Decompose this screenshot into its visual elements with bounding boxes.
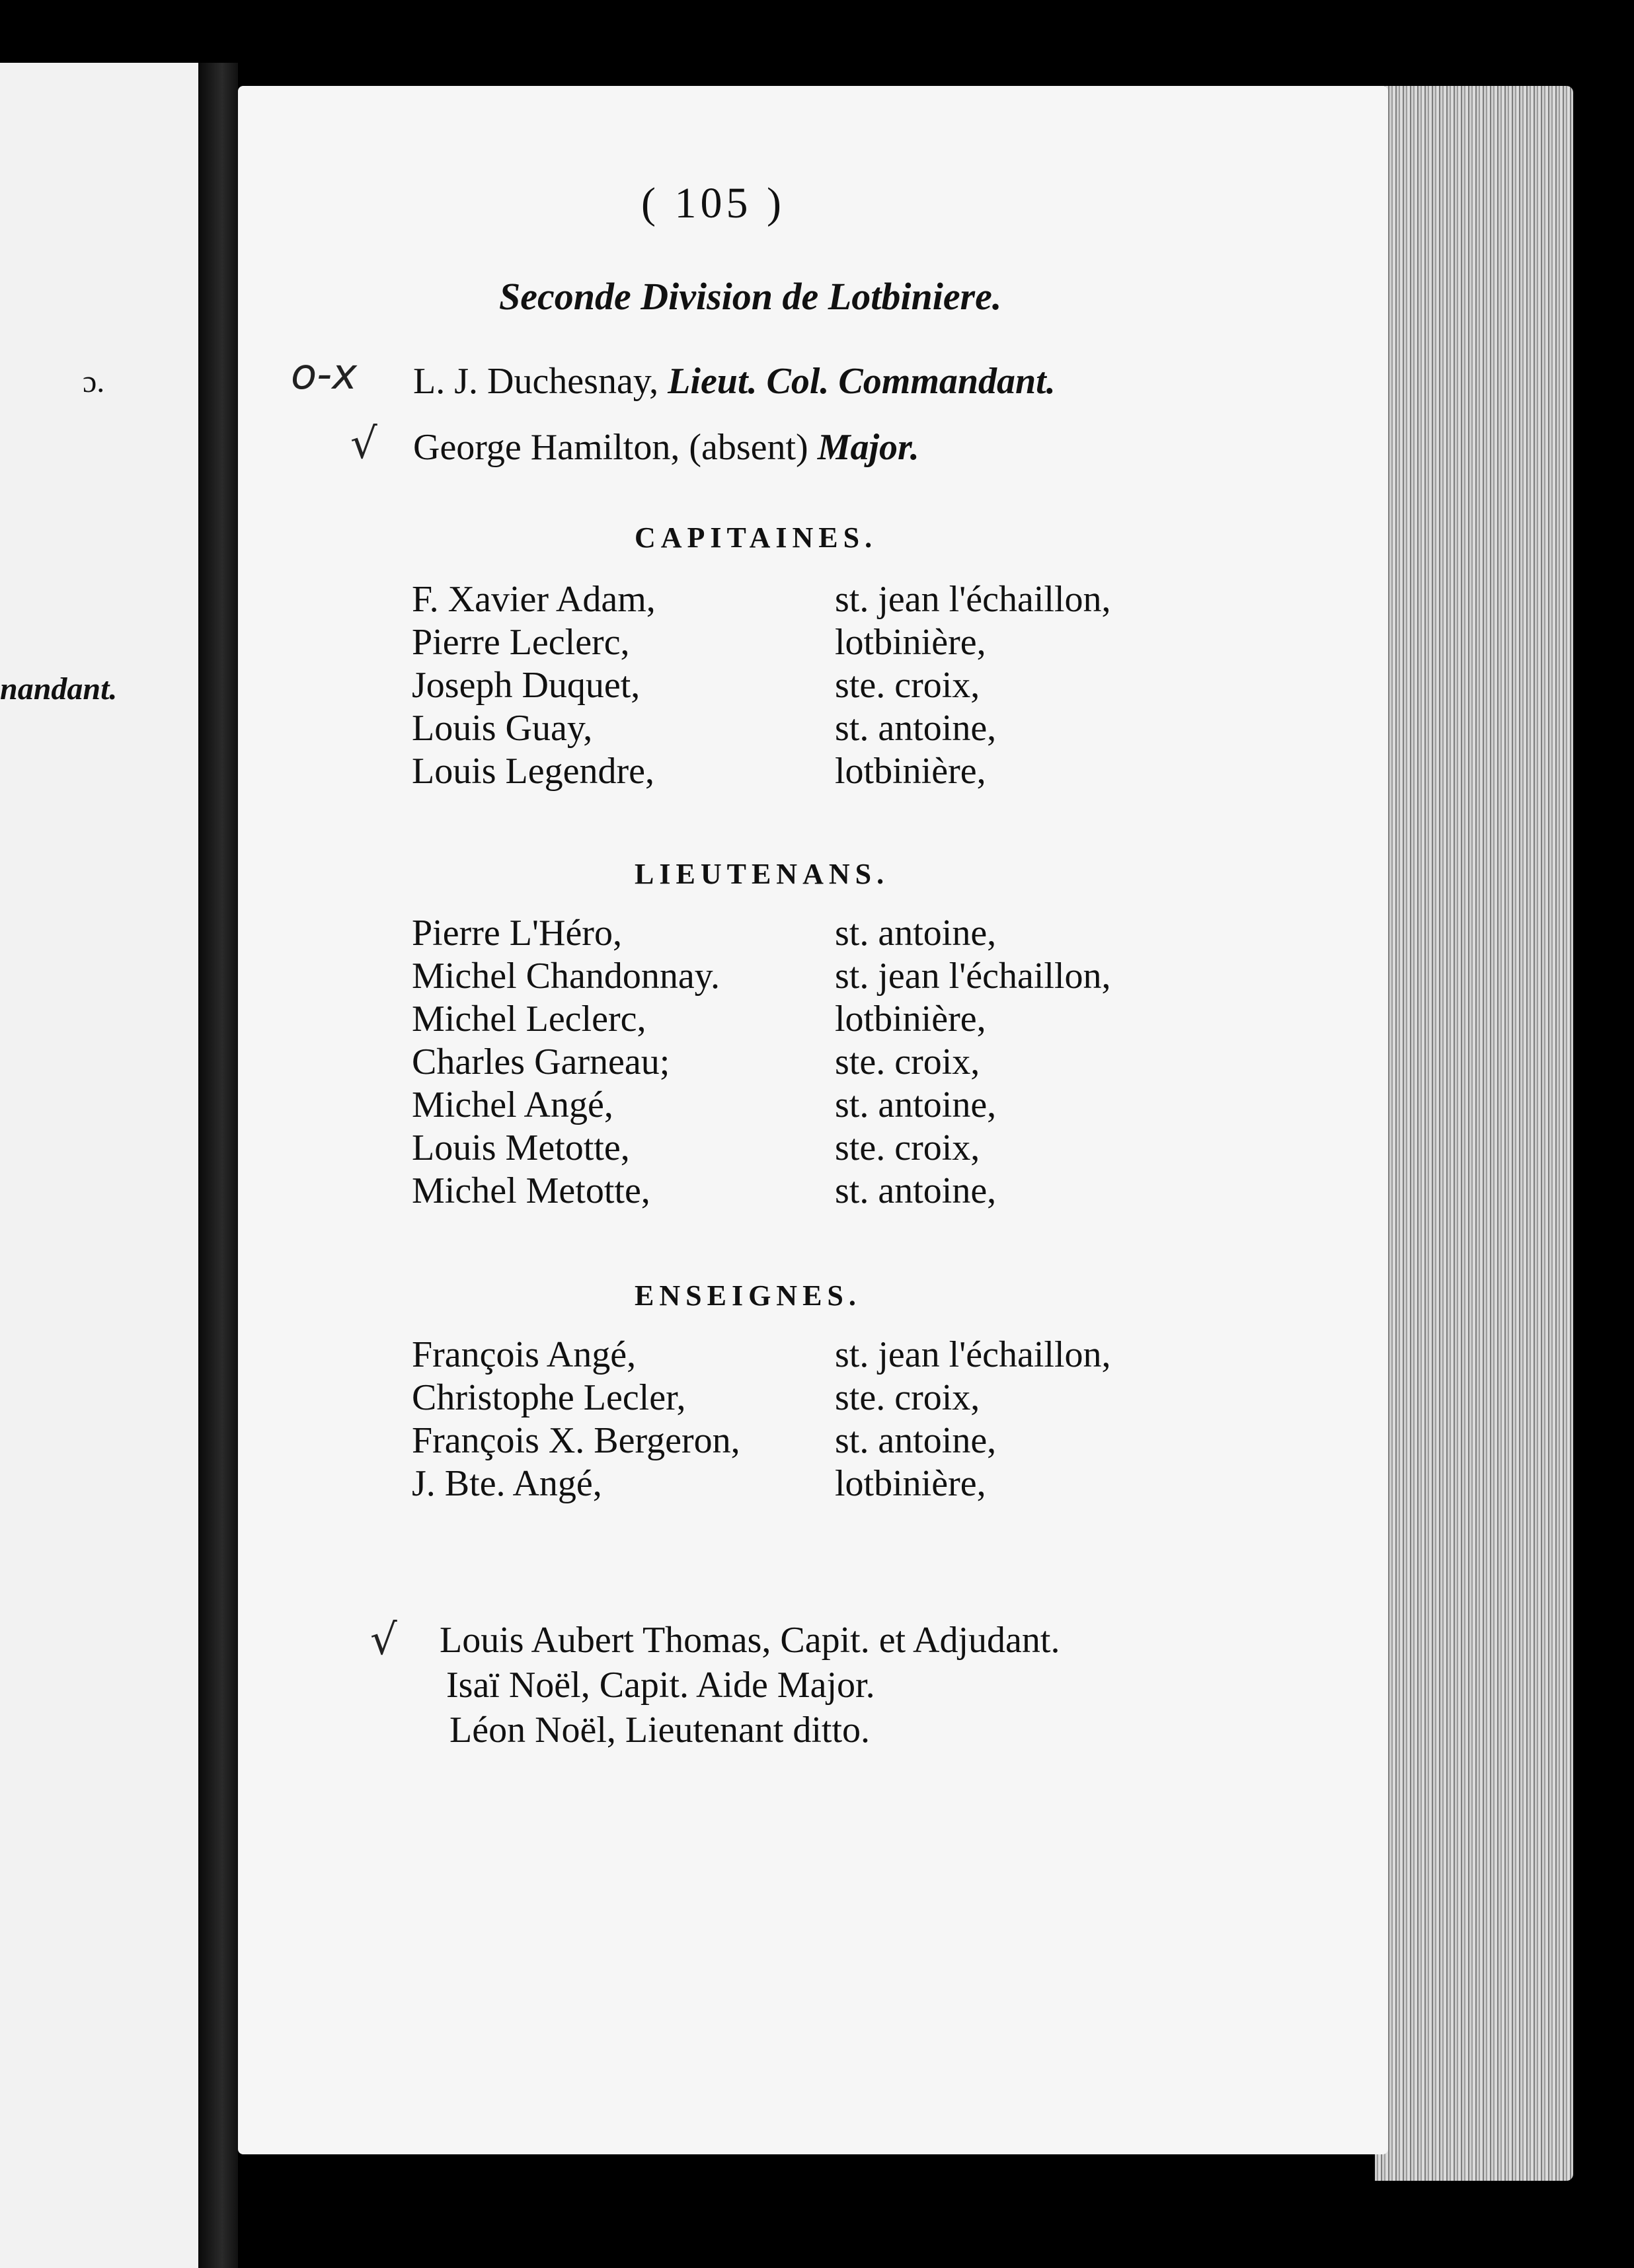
person-name: Michel Angé, bbox=[412, 1084, 613, 1125]
list-item bbox=[412, 1170, 997, 1212]
staff-line: Léon Noël, Lieutenant ditto. bbox=[449, 1710, 871, 1751]
person-name: Michel Metotte, bbox=[412, 1170, 650, 1211]
check-mark-icon: √ bbox=[350, 420, 377, 469]
handwritten-scribble: o-x bbox=[291, 350, 358, 399]
left-facing-page bbox=[0, 63, 198, 2268]
list-item bbox=[412, 912, 997, 954]
list-item bbox=[412, 578, 1111, 621]
person-name: Pierre L'Héro, bbox=[412, 913, 622, 954]
list-item bbox=[412, 1462, 986, 1505]
person-name: Michel Chandonnay. bbox=[412, 956, 720, 997]
list-item bbox=[412, 664, 980, 706]
page-edges bbox=[1375, 86, 1573, 2181]
page-number: ( 105 ) bbox=[641, 179, 785, 227]
parish: ste. croix, bbox=[835, 665, 980, 706]
list-item bbox=[412, 998, 986, 1040]
person-name: Louis Guay, bbox=[412, 708, 593, 749]
left-page-fragment: ɔ. bbox=[83, 364, 105, 399]
staff-line: Isaï Noël, Capit. Aide Major. bbox=[446, 1665, 875, 1706]
check-mark-icon: √ bbox=[370, 1616, 397, 1665]
list-item bbox=[412, 1419, 997, 1462]
officer-name: George Hamilton, (absent) bbox=[413, 427, 808, 468]
staff-line: Louis Aubert Thomas, Capit. et Adjudant. bbox=[440, 1620, 1060, 1661]
officer-line bbox=[413, 360, 1056, 402]
parish: st. antoine, bbox=[835, 1084, 997, 1125]
parish: st. antoine, bbox=[835, 1170, 997, 1211]
list-item bbox=[412, 1127, 980, 1169]
section-heading: LIEUTENANS. bbox=[635, 858, 890, 890]
parish: lotbinière, bbox=[835, 622, 986, 663]
parish: ste. croix, bbox=[835, 1041, 980, 1082]
section-heading: CAPITAINES. bbox=[635, 521, 878, 554]
left-page-fragment: nandant. bbox=[0, 671, 118, 706]
parish: ste. croix, bbox=[835, 1377, 980, 1418]
person-name: Joseph Duquet, bbox=[412, 665, 641, 706]
parish: st. antoine, bbox=[835, 913, 997, 954]
parish: st. jean l'échaillon, bbox=[835, 1334, 1111, 1375]
book-gutter bbox=[198, 63, 238, 2268]
list-item bbox=[412, 1084, 997, 1126]
parish: st. antoine, bbox=[835, 708, 997, 749]
person-name: Pierre Leclerc, bbox=[412, 622, 630, 663]
officer-role: Major. bbox=[817, 427, 919, 468]
person-name: Louis Legendre, bbox=[412, 751, 654, 792]
document-page bbox=[238, 86, 1388, 2154]
parish: st. jean l'échaillon, bbox=[835, 956, 1111, 997]
section-heading: ENSEIGNES. bbox=[635, 1279, 861, 1312]
person-name: Christophe Lecler, bbox=[412, 1377, 686, 1418]
officer-role: Lieut. Col. Commandant. bbox=[668, 361, 1056, 402]
parish: lotbinière, bbox=[835, 1463, 986, 1504]
parish: ste. croix, bbox=[835, 1127, 980, 1168]
person-name: François X. Bergeron, bbox=[412, 1420, 740, 1461]
parish: lotbinière, bbox=[835, 999, 986, 1040]
page-title: Seconde Division de Lotbiniere. bbox=[499, 275, 1002, 318]
parish: st. antoine, bbox=[835, 1420, 997, 1461]
list-item bbox=[412, 707, 997, 749]
person-name: F. Xavier Adam, bbox=[412, 579, 656, 620]
person-name: J. Bte. Angé, bbox=[412, 1463, 602, 1504]
person-name: Charles Garneau; bbox=[412, 1041, 670, 1082]
list-item bbox=[412, 955, 1111, 997]
list-item bbox=[412, 1377, 980, 1419]
parish: lotbinière, bbox=[835, 751, 986, 792]
list-item bbox=[412, 750, 986, 792]
person-name: Michel Leclerc, bbox=[412, 999, 646, 1040]
list-item bbox=[412, 621, 986, 663]
list-item bbox=[412, 1334, 1111, 1376]
person-name: Louis Metotte, bbox=[412, 1127, 630, 1168]
officer-line bbox=[413, 426, 919, 469]
person-name: François Angé, bbox=[412, 1334, 637, 1375]
parish: st. jean l'échaillon, bbox=[835, 579, 1111, 620]
officer-name: L. J. Duchesnay, bbox=[413, 361, 659, 402]
list-item bbox=[412, 1041, 980, 1083]
